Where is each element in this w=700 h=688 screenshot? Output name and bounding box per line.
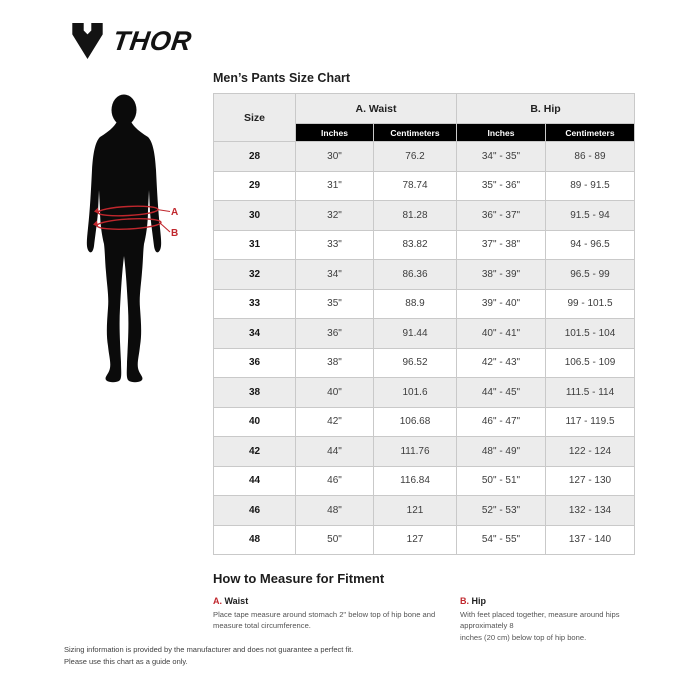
size-cell: 30 — [214, 201, 296, 231]
size-cell: 32 — [214, 260, 296, 290]
waist-cm-cell: 88.9 — [374, 289, 457, 319]
how-to-heading: How to Measure for Fitment — [213, 571, 385, 586]
size-cell: 48 — [214, 525, 296, 555]
hip-cm-cell: 101.5 - 104 — [546, 319, 635, 349]
waist-inches-cell: 35" — [296, 289, 374, 319]
table-row — [214, 201, 635, 231]
hip-key: B. — [460, 596, 469, 606]
hip-cm-cell: 99 - 101.5 — [546, 289, 635, 319]
waist-cm-cell: 76.2 — [374, 142, 457, 172]
hip-cm-cell: 132 - 134 — [546, 496, 635, 526]
size-cell: 29 — [214, 171, 296, 201]
waist-inches-cell: 40" — [296, 378, 374, 408]
hip-cm-cell: 89 - 91.5 — [546, 171, 635, 201]
size-cell: 38 — [214, 378, 296, 408]
waist-instructions — [213, 596, 460, 643]
table-row — [214, 142, 635, 172]
table-row — [214, 466, 635, 496]
hip-text-line1: With feet placed together, measure around hips approximately 8 — [460, 610, 620, 631]
disclaimer-note — [64, 644, 394, 667]
waist-inches-cell: 34" — [296, 260, 374, 290]
table-header-row — [214, 94, 635, 124]
hip-cm-cell: 137 - 140 — [546, 525, 635, 555]
waist-inches-cell: 36" — [296, 319, 374, 349]
hip-inches-cell: 48" - 49" — [457, 437, 546, 467]
hip-cm-cell: 86 - 89 — [546, 142, 635, 172]
hip-inches-header: Inches — [457, 124, 546, 142]
waist-cm-cell: 101.6 — [374, 378, 457, 408]
size-cell: 28 — [214, 142, 296, 172]
table-row — [214, 230, 635, 260]
waist-cm-cell: 86.36 — [374, 260, 457, 290]
size-column-header: Size — [214, 94, 296, 142]
size-cell: 44 — [214, 466, 296, 496]
hip-inches-cell: 34" - 35" — [457, 142, 546, 172]
hip-cm-cell: 122 - 124 — [546, 437, 635, 467]
hip-inches-cell: 40" - 41" — [457, 319, 546, 349]
waist-centimeters-header: Centimeters — [374, 124, 457, 142]
hip-inches-cell: 35" - 36" — [457, 171, 546, 201]
waist-inches-cell: 48" — [296, 496, 374, 526]
hip-cm-cell: 127 - 130 — [546, 466, 635, 496]
hip-cm-cell: 91.5 - 94 — [546, 201, 635, 231]
size-cell: 33 — [214, 289, 296, 319]
waist-inches-cell: 32" — [296, 201, 374, 231]
waist-cm-cell: 111.76 — [374, 437, 457, 467]
waist-cm-cell: 91.44 — [374, 319, 457, 349]
hip-group-header: B. Hip — [457, 94, 635, 124]
page-title: Men’s Pants Size Chart — [213, 71, 351, 85]
size-table-body — [214, 142, 635, 555]
hip-inches-cell: 37" - 38" — [457, 230, 546, 260]
disclaimer-line2: Please use this chart as a guide only. — [64, 656, 188, 666]
waist-inches-cell: 42" — [296, 407, 374, 437]
waist-cm-cell: 83.82 — [374, 230, 457, 260]
hip-inches-cell: 36" - 37" — [457, 201, 546, 231]
waist-name: Waist — [224, 596, 249, 606]
waist-inches-cell: 31" — [296, 171, 374, 201]
table-row — [214, 496, 635, 526]
hip-inches-cell: 54" - 55" — [457, 525, 546, 555]
table-row — [214, 319, 635, 349]
size-cell: 46 — [214, 496, 296, 526]
waist-cm-cell: 127 — [374, 525, 457, 555]
size-cell: 42 — [214, 437, 296, 467]
waist-label-a: A — [171, 207, 179, 218]
waist-cm-cell: 106.68 — [374, 407, 457, 437]
hip-cm-cell: 117 - 119.5 — [546, 407, 635, 437]
waist-inches-cell: 33" — [296, 230, 374, 260]
table-row — [214, 525, 635, 555]
hip-inches-cell: 50" - 51" — [457, 466, 546, 496]
table-row — [214, 260, 635, 290]
body-silhouette-svg — [58, 90, 203, 387]
waist-cm-cell: 78.74 — [374, 171, 457, 201]
waist-group-header: A. Waist — [296, 94, 457, 124]
how-to-section — [213, 571, 635, 643]
waist-inches-header: Inches — [296, 124, 374, 142]
hip-inches-cell: 52" - 53" — [457, 496, 546, 526]
waist-inches-cell: 38" — [296, 348, 374, 378]
table-row — [214, 289, 635, 319]
waist-key: A. — [213, 596, 222, 606]
waist-instruction-text — [213, 609, 460, 632]
hip-inches-cell: 46" - 47" — [457, 407, 546, 437]
thor-logo — [70, 22, 192, 60]
hip-instruction-text — [460, 609, 635, 643]
hip-name: Hip — [471, 596, 487, 606]
hip-inches-cell: 39" - 40" — [457, 289, 546, 319]
table-row — [214, 348, 635, 378]
waist-instruction-label — [213, 596, 460, 606]
hip-cm-cell: 111.5 - 114 — [546, 378, 635, 408]
size-cell: 31 — [214, 230, 296, 260]
waist-cm-cell: 116.84 — [374, 466, 457, 496]
hip-inches-cell: 38" - 39" — [457, 260, 546, 290]
waist-cm-cell: 81.28 — [374, 201, 457, 231]
table-row — [214, 437, 635, 467]
waist-text-line1: Place tape measure around stomach 2" below top of hip bone and — [213, 610, 436, 619]
hip-cm-cell: 106.5 - 109 — [546, 348, 635, 378]
waist-inches-cell: 44" — [296, 437, 374, 467]
table-row — [214, 407, 635, 437]
hip-label-b: B — [171, 228, 179, 239]
size-cell: 40 — [214, 407, 296, 437]
waist-inches-cell: 46" — [296, 466, 374, 496]
main-content — [213, 71, 635, 643]
size-figure — [58, 90, 203, 387]
hip-text-line2: inches (20 cm) below top of hip bone. — [460, 632, 587, 642]
waist-cm-cell: 121 — [374, 496, 457, 526]
waist-inches-cell: 50" — [296, 525, 374, 555]
table-row — [214, 378, 635, 408]
thor-horns-icon — [70, 22, 105, 60]
hip-centimeters-header: Centimeters — [546, 124, 635, 142]
hip-instruction-label — [460, 596, 635, 606]
hip-inches-cell: 42" - 43" — [457, 348, 546, 378]
thor-wordmark: THOR — [110, 25, 194, 56]
waist-cm-cell: 96.52 — [374, 348, 457, 378]
size-chart-table — [213, 93, 635, 555]
hip-cm-cell: 94 - 96.5 — [546, 230, 635, 260]
table-row — [214, 171, 635, 201]
disclaimer-line1: Sizing information is provided by the manufacturer and does not guarantee a perfect fit. — [64, 645, 354, 654]
hip-instructions — [460, 596, 635, 643]
hip-cm-cell: 96.5 - 99 — [546, 260, 635, 290]
hip-inches-cell: 44" - 45" — [457, 378, 546, 408]
waist-inches-cell: 30" — [296, 142, 374, 172]
size-cell: 36 — [214, 348, 296, 378]
waist-text-line2: measure total circumference. — [213, 621, 311, 631]
size-cell: 34 — [214, 319, 296, 349]
